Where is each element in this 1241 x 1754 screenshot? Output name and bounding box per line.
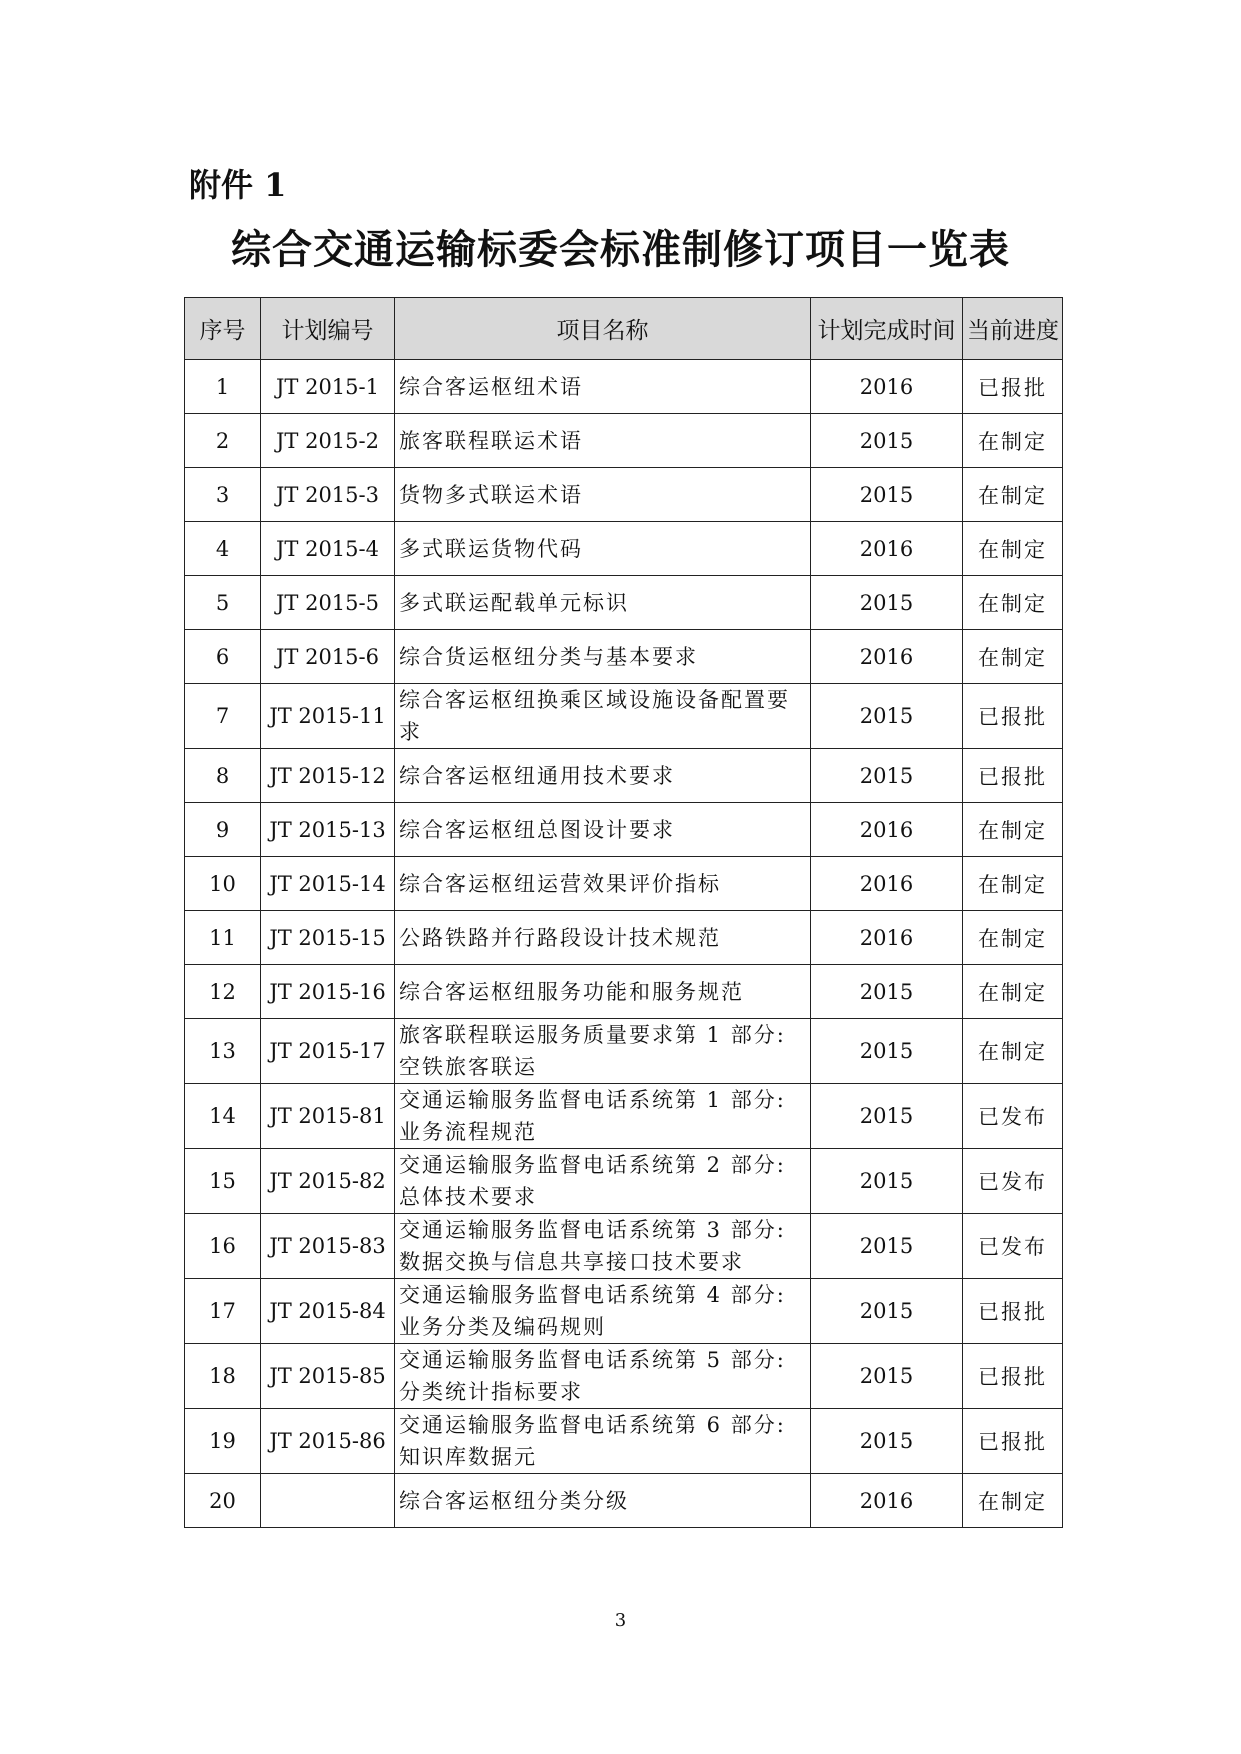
- completion-year: 2015: [811, 1084, 963, 1149]
- completion-year: 2016: [811, 911, 963, 965]
- plan-code: JT 2015-11: [261, 684, 395, 749]
- table-row: [185, 630, 1063, 684]
- plan-code: JT 2015-84: [261, 1279, 395, 1344]
- table-row: [185, 749, 1063, 803]
- progress-status: 已发布: [963, 1084, 1063, 1149]
- row-number: 6: [185, 630, 261, 684]
- completion-year: 2015: [811, 1019, 963, 1084]
- table-row: [185, 857, 1063, 911]
- progress-status: 已发布: [963, 1214, 1063, 1279]
- row-number: 2: [185, 414, 261, 468]
- row-number: 7: [185, 684, 261, 749]
- table-row: [185, 965, 1063, 1019]
- table-row: [185, 1474, 1063, 1528]
- table-row: [185, 1149, 1063, 1214]
- row-number: 3: [185, 468, 261, 522]
- table-row: [185, 414, 1063, 468]
- project-name: 综合客运枢纽运营效果评价指标: [395, 857, 811, 911]
- row-number: 17: [185, 1279, 261, 1344]
- completion-year: 2015: [811, 1409, 963, 1474]
- row-number: 5: [185, 576, 261, 630]
- progress-status: 在制定: [963, 468, 1063, 522]
- plan-code: JT 2015-12: [261, 749, 395, 803]
- row-number: 9: [185, 803, 261, 857]
- project-name: 综合客运枢纽换乘区域设施设备配置要求: [395, 684, 811, 749]
- project-name: 多式联运配载单元标识: [395, 576, 811, 630]
- progress-status: 在制定: [963, 1474, 1063, 1528]
- progress-status: 已报批: [963, 360, 1063, 414]
- attachment-label: 附件 1: [189, 166, 287, 204]
- plan-code: JT 2015-4: [261, 522, 395, 576]
- completion-year: 2015: [811, 414, 963, 468]
- row-number: 11: [185, 911, 261, 965]
- progress-status: 在制定: [963, 911, 1063, 965]
- progress-status: 已报批: [963, 684, 1063, 749]
- plan-code: JT 2015-1: [261, 360, 395, 414]
- completion-year: 2016: [811, 630, 963, 684]
- completion-year: 2015: [811, 684, 963, 749]
- table-row: [185, 360, 1063, 414]
- plan-code: JT 2015-5: [261, 576, 395, 630]
- plan-code: JT 2015-6: [261, 630, 395, 684]
- project-name: 综合客运枢纽分类分级: [395, 1474, 811, 1528]
- row-number: 10: [185, 857, 261, 911]
- project-name: 综合客运枢纽通用技术要求: [395, 749, 811, 803]
- progress-status: 在制定: [963, 414, 1063, 468]
- row-number: 14: [185, 1084, 261, 1149]
- project-name: 旅客联程联运服务质量要求第 1 部分: 空铁旅客联运: [395, 1019, 811, 1084]
- plan-code: JT 2015-82: [261, 1149, 395, 1214]
- completion-year: 2016: [811, 360, 963, 414]
- project-name: 综合客运枢纽总图设计要求: [395, 803, 811, 857]
- completion-year: 2015: [811, 1214, 963, 1279]
- plan-code: JT 2015-15: [261, 911, 395, 965]
- progress-status: 已报批: [963, 1409, 1063, 1474]
- project-table: [184, 297, 1063, 1528]
- plan-code: JT 2015-16: [261, 965, 395, 1019]
- row-number: 12: [185, 965, 261, 1019]
- project-name: 交通运输服务监督电话系统第 5 部分: 分类统计指标要求: [395, 1344, 811, 1409]
- project-name: 综合客运枢纽术语: [395, 360, 811, 414]
- project-name: 交通运输服务监督电话系统第 4 部分: 业务分类及编码规则: [395, 1279, 811, 1344]
- table-row: [185, 911, 1063, 965]
- plan-code: [261, 1474, 395, 1528]
- table-row: [185, 468, 1063, 522]
- completion-year: 2015: [811, 1149, 963, 1214]
- table-row: [185, 1279, 1063, 1344]
- table-row: [185, 684, 1063, 749]
- column-header: 序号: [185, 298, 261, 360]
- completion-year: 2016: [811, 857, 963, 911]
- project-name: 交通运输服务监督电话系统第 6 部分: 知识库数据元: [395, 1409, 811, 1474]
- table-row: [185, 1409, 1063, 1474]
- completion-year: 2015: [811, 965, 963, 1019]
- completion-year: 2016: [811, 522, 963, 576]
- progress-status: 在制定: [963, 857, 1063, 911]
- row-number: 15: [185, 1149, 261, 1214]
- plan-code: JT 2015-81: [261, 1084, 395, 1149]
- row-number: 16: [185, 1214, 261, 1279]
- table-row: [185, 803, 1063, 857]
- completion-year: 2016: [811, 803, 963, 857]
- progress-status: 在制定: [963, 1019, 1063, 1084]
- completion-year: 2015: [811, 1344, 963, 1409]
- table-row: [185, 1214, 1063, 1279]
- column-header: 当前进度: [963, 298, 1063, 360]
- table-row: [185, 522, 1063, 576]
- project-name: 交通运输服务监督电话系统第 1 部分: 业务流程规范: [395, 1084, 811, 1149]
- project-name: 旅客联程联运术语: [395, 414, 811, 468]
- table-header-row: [185, 298, 1063, 360]
- project-name: 公路铁路并行路段设计技术规范: [395, 911, 811, 965]
- project-name: 货物多式联运术语: [395, 468, 811, 522]
- completion-year: 2015: [811, 468, 963, 522]
- plan-code: JT 2015-14: [261, 857, 395, 911]
- project-name: 交通运输服务监督电话系统第 3 部分: 数据交换与信息共享接口技术要求: [395, 1214, 811, 1279]
- table-row: [185, 1084, 1063, 1149]
- progress-status: 在制定: [963, 576, 1063, 630]
- progress-status: 已发布: [963, 1149, 1063, 1214]
- row-number: 1: [185, 360, 261, 414]
- completion-year: 2015: [811, 1279, 963, 1344]
- project-name: 交通运输服务监督电话系统第 2 部分: 总体技术要求: [395, 1149, 811, 1214]
- document-title: 综合交通运输标委会标准制修订项目一览表: [231, 226, 1010, 273]
- column-header: 计划编号: [261, 298, 395, 360]
- progress-status: 在制定: [963, 522, 1063, 576]
- plan-code: JT 2015-13: [261, 803, 395, 857]
- plan-code: JT 2015-83: [261, 1214, 395, 1279]
- row-number: 4: [185, 522, 261, 576]
- completion-year: 2015: [811, 749, 963, 803]
- column-header: 项目名称: [395, 298, 811, 360]
- progress-status: 已报批: [963, 749, 1063, 803]
- progress-status: 已报批: [963, 1279, 1063, 1344]
- row-number: 20: [185, 1474, 261, 1528]
- completion-year: 2015: [811, 576, 963, 630]
- progress-status: 在制定: [963, 803, 1063, 857]
- plan-code: JT 2015-3: [261, 468, 395, 522]
- plan-code: JT 2015-17: [261, 1019, 395, 1084]
- progress-status: 在制定: [963, 630, 1063, 684]
- page-number: 3: [614, 1610, 627, 1631]
- plan-code: JT 2015-2: [261, 414, 395, 468]
- table-row: [185, 576, 1063, 630]
- project-name: 综合货运枢纽分类与基本要求: [395, 630, 811, 684]
- table-row: [185, 1344, 1063, 1409]
- row-number: 19: [185, 1409, 261, 1474]
- row-number: 13: [185, 1019, 261, 1084]
- plan-code: JT 2015-85: [261, 1344, 395, 1409]
- plan-code: JT 2015-86: [261, 1409, 395, 1474]
- table-row: [185, 1019, 1063, 1084]
- project-name: 综合客运枢纽服务功能和服务规范: [395, 965, 811, 1019]
- project-name: 多式联运货物代码: [395, 522, 811, 576]
- row-number: 18: [185, 1344, 261, 1409]
- completion-year: 2016: [811, 1474, 963, 1528]
- progress-status: 已报批: [963, 1344, 1063, 1409]
- column-header: 计划完成时间: [811, 298, 963, 360]
- row-number: 8: [185, 749, 261, 803]
- progress-status: 在制定: [963, 965, 1063, 1019]
